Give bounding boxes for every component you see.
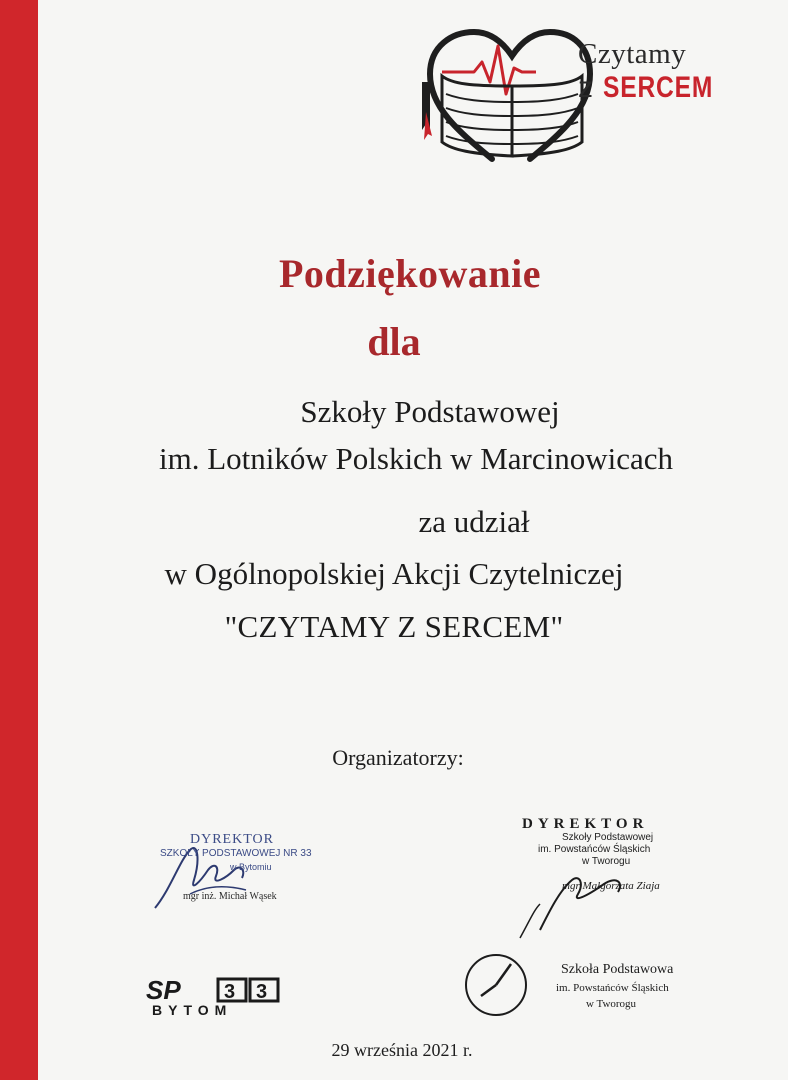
red-side-band (0, 0, 38, 1080)
logo-text-z: z (578, 71, 593, 104)
left-stamp-school: SZKOŁY PODSTAWOWEJ NR 33 (160, 848, 312, 859)
right-stamp-school-1: Szkoły Podstawowej (562, 832, 654, 843)
logo-text-sercem: SERCEM (603, 71, 714, 104)
organizers-label: Organizatorzy: (332, 745, 464, 770)
logo-text-czytamy: Czytamy (578, 38, 687, 70)
left-stamp-name: mgr inż. Michał Wąsek (183, 891, 277, 902)
school-logo-line-2: im. Powstańców Śląskich (556, 982, 669, 994)
sp33-city: BYTOM (152, 1002, 233, 1018)
svg-text:3: 3 (224, 981, 236, 1003)
recipient-line-1: Szkoły Podstawowej (300, 394, 560, 429)
svg-text:SP: SP (146, 975, 181, 1005)
reason-line-3: "CZYTAMY Z SERCEM" (224, 609, 564, 644)
right-stamp-school-2: im. Powstańców Śląskich (538, 844, 651, 855)
recipient-line-2: im. Lotników Polskich w Marcinowicach (159, 441, 673, 476)
right-stamp-title: DYREKTOR (522, 816, 649, 832)
right-stamp-name: mgr Małgorzata Ziaja (562, 880, 660, 892)
issue-date: 29 września 2021 r. (331, 1040, 473, 1060)
heading-thanks: Podziękowanie (278, 251, 542, 296)
svg-text:3: 3 (256, 981, 268, 1003)
heading-for: dla (367, 319, 421, 364)
school-logo-line-3: w Tworogu (586, 998, 637, 1010)
left-stamp-city: w Bytomiu (230, 862, 272, 872)
reason-line-2: w Ogólnopolskiej Akcji Czytelniczej (164, 556, 624, 591)
school-logo-line-1: Szkoła Podstawowa (561, 962, 674, 977)
left-stamp-title: DYREKTOR (190, 832, 274, 847)
right-stamp-city: w Tworogu (582, 856, 631, 867)
reason-line-1: za udział (418, 504, 530, 539)
clock-logo-icon (463, 952, 529, 1018)
